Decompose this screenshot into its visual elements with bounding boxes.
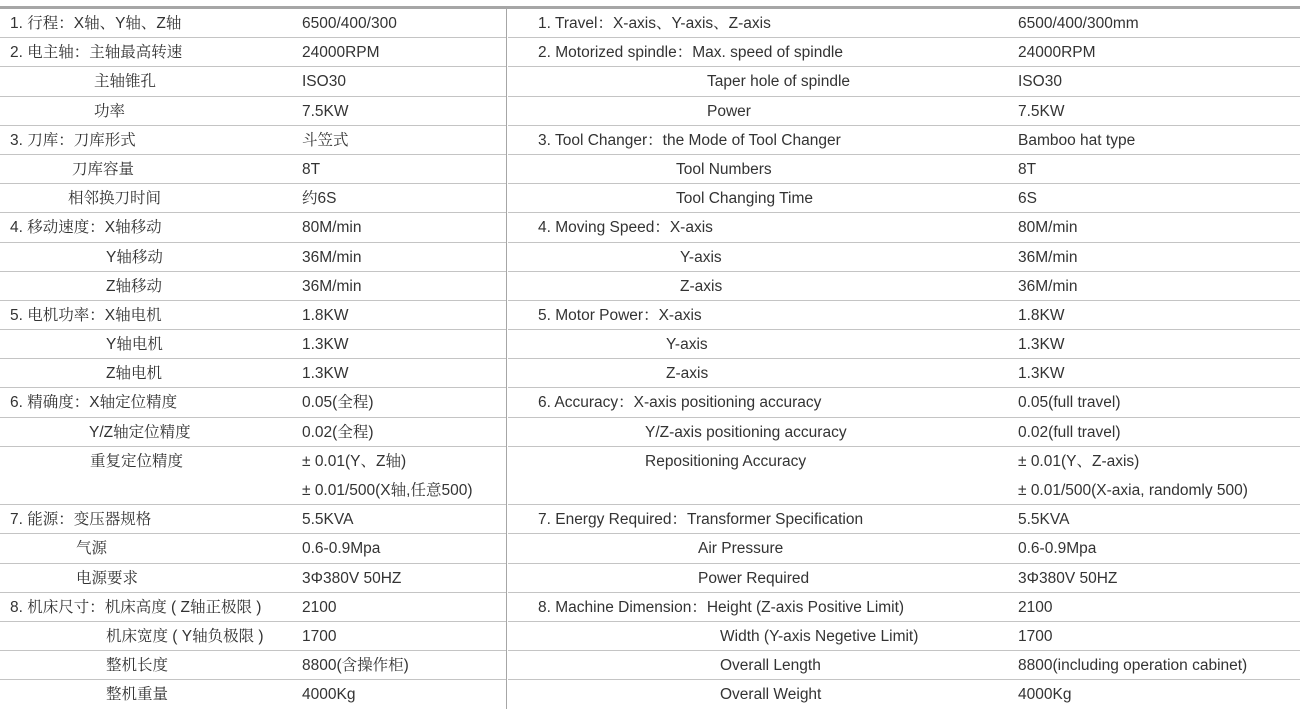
spec-label: 3. 刀库：刀库形式 xyxy=(10,131,136,149)
spec-row xyxy=(508,38,1300,67)
spec-label: 整机长度 xyxy=(106,657,169,675)
spec-value: 8T xyxy=(302,160,321,178)
spec-row xyxy=(508,97,1300,126)
spec-value: 24000RPM xyxy=(302,44,380,62)
spec-label: 1. Travel：X-axis、Y-axis、Z-axis xyxy=(538,15,771,32)
spec-value: 0.05(全程) xyxy=(302,394,374,412)
spec-label: 机床宽度 ( Y轴负极限 ) xyxy=(106,627,264,645)
spec-label: 整机重量 xyxy=(106,686,169,704)
spec-label: 相邻换刀时间 xyxy=(68,190,162,208)
spec-label: Tool Changing Time xyxy=(676,190,813,208)
spec-label: 2. Motorized spindle：Max. speed of spindle xyxy=(538,44,843,62)
spec-row xyxy=(508,155,1300,184)
spec-label: Overall Weight xyxy=(720,686,822,704)
spec-value: 0.02(全程) xyxy=(302,423,374,441)
spec-value: 0.02(full travel) xyxy=(1018,423,1121,441)
spec-value: 1700 xyxy=(302,627,337,645)
spec-value-secondary: ± 0.01/500(X轴,任意500) xyxy=(302,481,473,499)
spec-row xyxy=(0,622,506,651)
spec-row xyxy=(0,593,506,622)
spec-label: Y轴移动 xyxy=(106,248,163,266)
spec-label: Tool Numbers xyxy=(676,160,772,178)
spec-table-english xyxy=(508,9,1300,710)
spec-label: 4. 移动速度：X轴移动 xyxy=(10,219,162,237)
spec-value: 3Φ380V 50HZ xyxy=(302,569,402,587)
spec-value-secondary: ± 0.01/500(X-axia, randomly 500) xyxy=(1018,481,1248,499)
spec-row xyxy=(0,680,506,709)
spec-value: 4000Kg xyxy=(1018,686,1072,704)
spec-value: 5.5KVA xyxy=(302,511,354,529)
spec-label: 8. Machine Dimension：Height (Z-axis Positive Limit) xyxy=(538,598,905,616)
spec-row xyxy=(508,9,1300,38)
spec-label: Y-axis xyxy=(666,336,708,354)
spec-label: Power Required xyxy=(698,569,810,587)
spec-row xyxy=(508,388,1300,417)
spec-value: 约6S xyxy=(302,190,337,208)
spec-label: Power xyxy=(707,102,751,120)
spec-label: 气源 xyxy=(76,540,108,558)
spec-label: Y轴电机 xyxy=(106,336,163,354)
spec-row xyxy=(508,213,1300,242)
spec-row xyxy=(0,272,506,301)
spec-row xyxy=(508,243,1300,272)
spec-row xyxy=(508,505,1300,534)
spec-label: 7. 能源：变压器规格 xyxy=(10,511,152,529)
spec-value: 1700 xyxy=(1018,627,1053,645)
spec-value: 2100 xyxy=(1018,598,1053,616)
spec-row xyxy=(508,622,1300,651)
spec-row xyxy=(508,67,1300,96)
spec-value: 斗笠式 xyxy=(302,131,349,149)
spec-value: 24000RPM xyxy=(1018,44,1096,62)
spec-row xyxy=(508,680,1300,709)
spec-value: 1.3KW xyxy=(1018,336,1065,354)
spec-value: 36M/min xyxy=(1018,248,1078,266)
spec-row xyxy=(508,272,1300,301)
column-divider xyxy=(506,9,507,709)
spec-value: 1.3KW xyxy=(302,365,349,383)
spec-value: ISO30 xyxy=(302,73,346,91)
spec-label: 刀库容量 xyxy=(72,160,135,178)
spec-value: ISO30 xyxy=(1018,73,1062,91)
spec-value: ± 0.01(Y、Z-axis) xyxy=(1018,452,1140,470)
spec-value: Bamboo hat type xyxy=(1018,131,1136,149)
spec-row xyxy=(0,38,506,67)
spec-label: 2. 电主轴：主轴最高转速 xyxy=(10,44,183,62)
spec-row xyxy=(0,564,506,593)
spec-label: 6. Accuracy：X-axis positioning accuracy xyxy=(538,394,822,412)
spec-value: 5.5KVA xyxy=(1018,511,1070,529)
spec-value: 36M/min xyxy=(302,248,362,266)
spec-value: 0.6-0.9Mpa xyxy=(302,540,381,558)
spec-value: 7.5KW xyxy=(1018,102,1065,120)
spec-row xyxy=(508,126,1300,155)
spec-label: Y/Z轴定位精度 xyxy=(89,423,191,441)
spec-row xyxy=(0,9,506,38)
spec-value: 6500/400/300mm xyxy=(1018,15,1139,32)
spec-label: 功率 xyxy=(94,102,126,120)
spec-label: 1. 行程：X轴、Y轴、Z轴 xyxy=(10,15,182,32)
spec-label: 5. 电机功率：X轴电机 xyxy=(10,306,162,324)
spec-value: 2100 xyxy=(302,598,337,616)
spec-row xyxy=(0,534,506,563)
spec-label: 7. Energy Required：Transformer Specification xyxy=(538,511,864,529)
spec-label: Z轴移动 xyxy=(106,277,162,295)
spec-label: Z-axis xyxy=(666,365,709,383)
spec-row xyxy=(0,155,506,184)
spec-value: 8800(including operation cabinet) xyxy=(1018,657,1248,675)
spec-row xyxy=(508,184,1300,213)
spec-row xyxy=(508,359,1300,388)
spec-row xyxy=(0,388,506,417)
spec-label: Z轴电机 xyxy=(106,365,162,383)
spec-row xyxy=(0,447,506,505)
spec-row xyxy=(0,97,506,126)
spec-value: 4000Kg xyxy=(302,686,356,704)
spec-row xyxy=(0,359,506,388)
spec-label: Taper hole of spindle xyxy=(707,73,851,91)
spec-row xyxy=(508,330,1300,359)
spec-value: 36M/min xyxy=(1018,277,1078,295)
spec-label: Width (Y-axis Negetive Limit) xyxy=(720,627,919,645)
spec-value: 6500/400/300 xyxy=(302,15,397,32)
spec-value: ± 0.01(Y、Z轴) xyxy=(302,452,407,470)
spec-label: Y-axis xyxy=(680,248,722,266)
spec-row xyxy=(0,330,506,359)
spec-value: 1.3KW xyxy=(302,336,349,354)
spec-row xyxy=(508,651,1300,680)
spec-value: 8T xyxy=(1018,160,1037,178)
spec-row xyxy=(508,447,1300,505)
spec-value: 80M/min xyxy=(302,219,362,237)
spec-row xyxy=(0,301,506,330)
spec-value: 1.8KW xyxy=(302,306,349,324)
spec-row xyxy=(508,564,1300,593)
spec-value: 1.3KW xyxy=(1018,365,1065,383)
spec-row xyxy=(0,243,506,272)
spec-label: Y/Z-axis positioning accuracy xyxy=(645,423,847,441)
spec-row xyxy=(0,651,506,680)
spec-value: 7.5KW xyxy=(302,102,349,120)
spec-row xyxy=(0,67,506,96)
spec-label: 5. Motor Power：X-axis xyxy=(538,306,702,324)
spec-value: 0.05(full travel) xyxy=(1018,394,1121,412)
spec-label: Overall Length xyxy=(720,657,821,675)
spec-row xyxy=(508,301,1300,330)
spec-label: 4. Moving Speed：X-axis xyxy=(538,219,713,237)
spec-row xyxy=(0,418,506,447)
spec-row xyxy=(0,184,506,213)
spec-value: 0.6-0.9Mpa xyxy=(1018,540,1097,558)
spec-row xyxy=(508,593,1300,622)
spec-table-chinese xyxy=(0,9,506,710)
spec-label: 8. 机床尺寸：机床高度 ( Z轴正极限 ) xyxy=(10,598,262,616)
spec-label: Air Pressure xyxy=(698,540,784,558)
spec-value: 1.8KW xyxy=(1018,306,1065,324)
spec-value: 80M/min xyxy=(1018,219,1078,237)
spec-label: 6. 精确度：X轴定位精度 xyxy=(10,394,178,412)
spec-label: 电源要求 xyxy=(76,569,139,587)
spec-row xyxy=(0,126,506,155)
spec-row xyxy=(508,418,1300,447)
spec-value: 3Φ380V 50HZ xyxy=(1018,569,1118,587)
spec-label: 主轴锥孔 xyxy=(94,73,157,91)
spec-label: Z-axis xyxy=(680,277,723,295)
spec-label: 3. Tool Changer：the Mode of Tool Changer xyxy=(538,131,841,149)
spec-label: Repositioning Accuracy xyxy=(645,452,807,470)
spec-row xyxy=(0,213,506,242)
spec-value: 8800(含操作柜) xyxy=(302,657,409,675)
spec-label: 重复定位精度 xyxy=(90,452,184,470)
spec-value: 6S xyxy=(1018,190,1037,208)
spec-row xyxy=(0,505,506,534)
spec-value: 36M/min xyxy=(302,277,362,295)
spec-row xyxy=(508,534,1300,563)
